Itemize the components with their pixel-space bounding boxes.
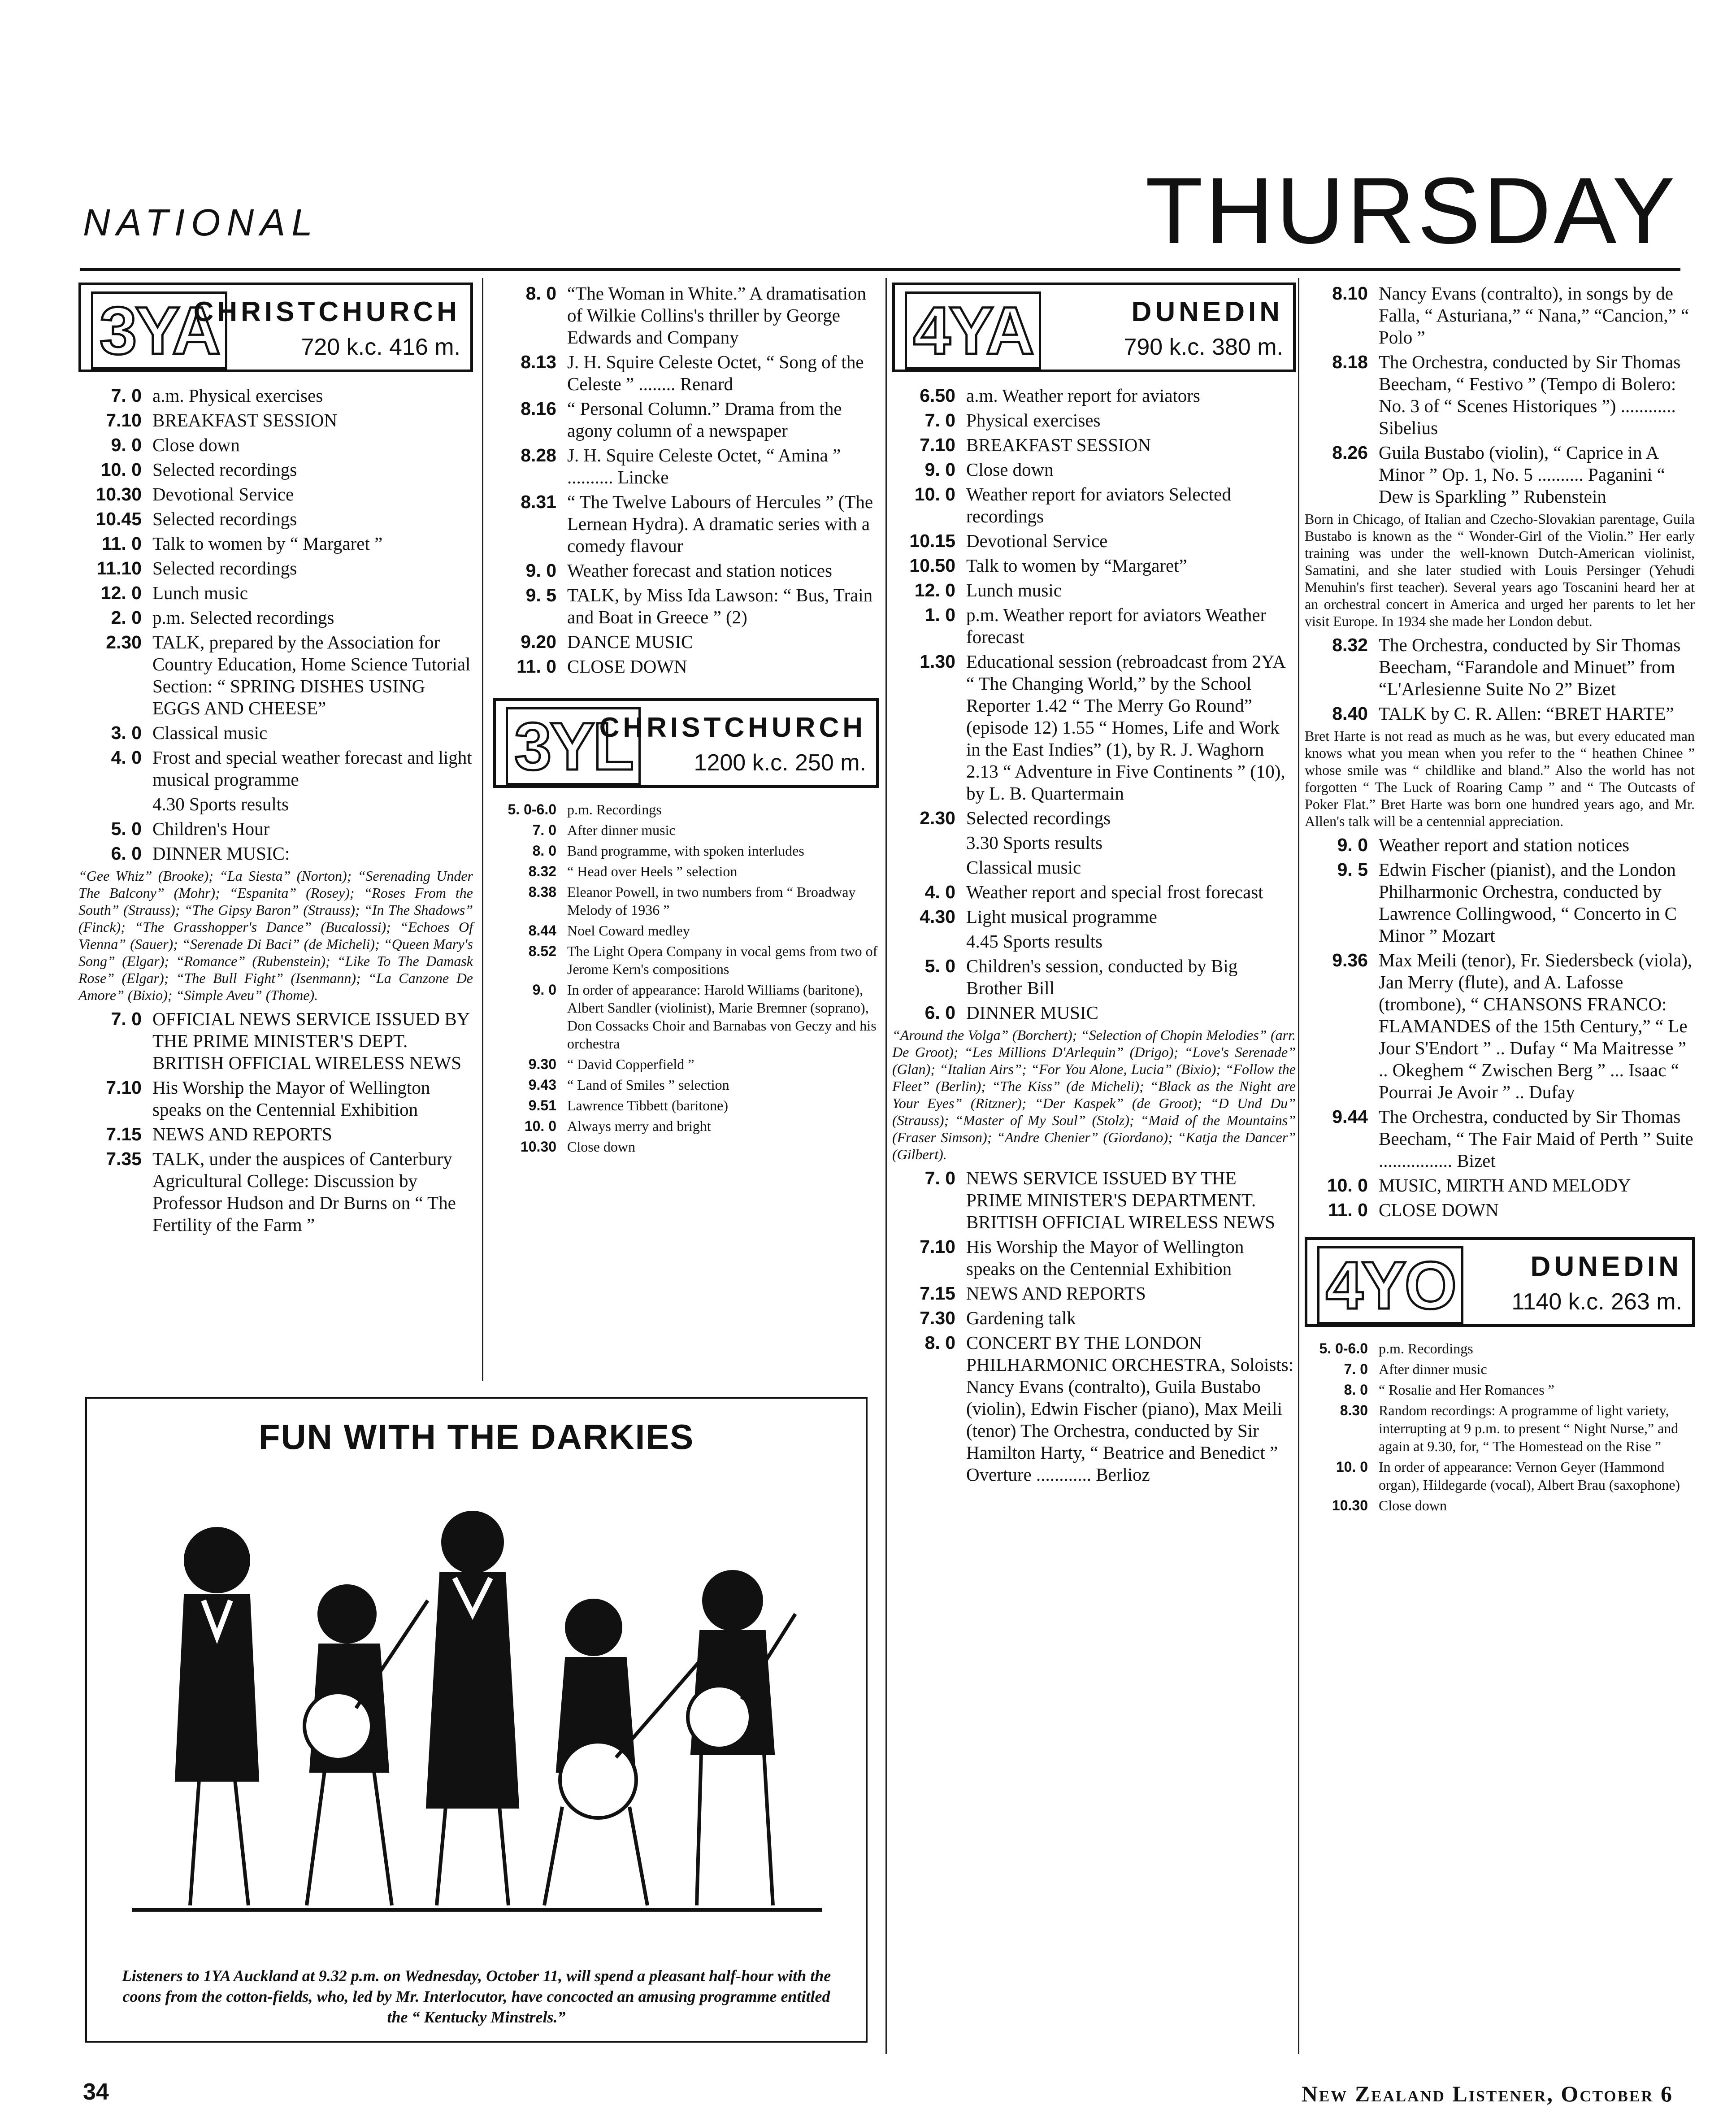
programme-description: His Worship the Mayor of Wellington speaks on the Centennial Exhibition [966, 1236, 1244, 1279]
publication-line: New Zealand Listener, October 6 [1301, 2081, 1673, 2106]
column-3ya [78, 283, 473, 1239]
programme-item [78, 843, 473, 865]
programme-description: p.m. Selected recordings [152, 607, 334, 628]
programme-description: TALK, by Miss Ida Lawson: “ Bus, Train and Boat in Greece ” (2) [567, 585, 873, 627]
programme-item [78, 1123, 473, 1145]
programme-time: 7. 0 [924, 410, 955, 430]
programme-description: Gardening talk [966, 1308, 1076, 1328]
programme-item [1305, 1174, 1695, 1196]
programme-description: Talk to women by “ Margaret ” [152, 533, 383, 554]
programme-time: 8. 0 [1344, 1382, 1368, 1398]
programme-item [892, 651, 1296, 804]
programme-description: Talk to women by “Margaret” [966, 555, 1187, 576]
programme-list [493, 283, 879, 678]
programme-description: BREAKFAST SESSION [966, 435, 1151, 455]
programme-time: 10. 0 [524, 1118, 556, 1134]
programme-list [1305, 1339, 1695, 1514]
programme-list [1305, 834, 1695, 1221]
programme-item [493, 560, 879, 582]
minstrel-figure [177, 1529, 257, 1905]
station-call-sign: 4YO [1317, 1246, 1463, 1324]
programme-time: 10.15 [909, 531, 955, 551]
programme-description: DINNER MUSIC: [152, 843, 290, 864]
programme-item [1305, 1339, 1695, 1357]
programme-description: Close down [152, 435, 240, 455]
programme-description: Devotional Service [966, 531, 1108, 551]
programme-description: J. H. Squire Celeste Octet, “ Song of the Celeste ” ........ Renard [567, 352, 864, 394]
programme-description: CLOSE DOWN [567, 656, 687, 677]
station-frequency: 790 k.c. 380 m. [1124, 334, 1283, 360]
programme-description: Always merry and bright [567, 1118, 711, 1134]
programme-time: 9.20 [521, 631, 556, 652]
programme-description: Max Meili (tenor), Fr. Siedersbeck (viola), Jan Merry (flute), and A. Lafosse (trombone), “ CHANSONS FRANCO: FLAMANDES of the 15th Century,” “ Le Jour S'Endort ” .. Dufay “ Ma Maitresse ” .. Okeghem “ Zwischen Berg ” ... Isaac “ Pourrai Je Avoir ” .. Dufay [1379, 950, 1693, 1102]
feature-caption: Listeners to 1YA Auckland at 9.32 p.m. on Wednesday, October 11, will spend a pleasant half-hour with the coons from the cotton-fields, who, led by Mr. Interlocutor, have concocted an amusing programme entitled the “ Kentucky Minstrels.” [122, 1967, 831, 2026]
programme-description: Selected recordings [152, 558, 297, 578]
programme-item [493, 1096, 879, 1114]
programme-item [493, 398, 879, 442]
minstrel-figure [304, 1586, 428, 1905]
programme-description: After dinner music [1379, 1361, 1487, 1377]
programme-list [892, 385, 1296, 1024]
programme-description: DINNER MUSIC [966, 1002, 1098, 1023]
programme-time: 5. 0-6.0 [508, 801, 556, 818]
programme-item [1305, 1360, 1695, 1378]
dinner-music-note: “Gee Whiz” (Brooke); “La Siesta” (Norton); “Serenading Under The Balcony” (Mohr); “Espanita” (Rosey); “Roses From the South” (Strauss); “The Gipsy Baron” (Strauss); “In The Shadows” (Finck); “The Grasshopper's Dance” (Bucalossi); “Echoes Of Vienna” (Sauer); “Serenade Di Baci” (de Micheli); “Queen Mary's Song” (Elgar); “Romance” (Rubenstein); “Like To The Damask Rose” (Elgar); “The Bull Fight” (Isenmann); “La Canzone De Amore” (Bixio); “Simple Aveu” (Thome). [78, 868, 473, 1003]
programme-item [892, 1167, 1296, 1233]
programme-description: DANCE MUSIC [567, 631, 694, 652]
programme-item [892, 1283, 1296, 1305]
programme-description: TALK, under the auspices of Canterbury Agricultural College: Discussion by Professor Hudson and Dr Burns on “ The Fertility of the Farm ” [152, 1148, 456, 1235]
programme-time: 10. 0 [1336, 1459, 1368, 1475]
programme-list [1305, 634, 1695, 725]
station-call-sign: 3YA [91, 291, 227, 370]
programme-item [892, 881, 1296, 903]
station-city: DUNEDIN [1530, 1251, 1682, 1282]
programme-item [892, 555, 1296, 577]
station-city: DUNEDIN [1131, 296, 1283, 327]
programme-description: “The Woman in White.” A dramatisation of Wilkie Collins's thriller by George Edwards and Company [567, 283, 866, 348]
programme-item [78, 818, 473, 840]
programme-item [892, 579, 1296, 601]
programme-item [1305, 1381, 1695, 1399]
programme-item [78, 607, 473, 629]
column-divider [885, 278, 887, 2054]
programme-time: 7.10 [106, 410, 142, 430]
programme-description: Close down [966, 459, 1054, 480]
programme-description: MUSIC, MIRTH AND MELODY [1379, 1175, 1631, 1196]
programme-item [78, 508, 473, 530]
programme-description: Guila Bustabo (violin), “ Caprice in A Minor ” Op. 1, No. 5 .......... Paganini “ Dew is Sparkling ” Rubenstein [1379, 442, 1665, 507]
programme-time: 6. 0 [924, 1002, 955, 1023]
minstrels-feature-box [85, 1397, 868, 2043]
programme-item [892, 385, 1296, 407]
station-frequency: 1200 k.c. 250 m. [694, 750, 866, 776]
programme-item [1305, 1199, 1695, 1221]
programme-time: 11. 0 [516, 656, 556, 677]
programme-time: 9.51 [528, 1097, 556, 1113]
column-3ya-evening [493, 283, 879, 1158]
programme-item [493, 800, 879, 818]
programme-time: 8.30 [1340, 1402, 1368, 1418]
programme-item [1305, 1401, 1695, 1455]
programme-description: p.m. Recordings [1379, 1340, 1473, 1357]
programme-item [892, 931, 1296, 952]
programme-time: 9. 0 [525, 560, 556, 581]
programme-time: 7. 0 [111, 385, 142, 406]
station-box-4ya [892, 283, 1296, 372]
programme-time: 7.30 [920, 1308, 955, 1328]
programme-time: 7. 0 [1344, 1361, 1368, 1377]
programme-item [493, 862, 879, 880]
programme-item [493, 981, 879, 1052]
programme-item [493, 922, 879, 939]
programme-item [78, 1148, 473, 1236]
feature-title: FUN WITH THE DARKIES [258, 1417, 694, 1457]
programme-time: 7.35 [106, 1148, 142, 1169]
programme-description: Physical exercises [966, 410, 1101, 430]
programme-item [493, 656, 879, 678]
programme-time: 4. 0 [111, 747, 142, 768]
programme-item [493, 584, 879, 628]
programme-description: His Worship the Mayor of Wellington speaks on the Centennial Exhibition [152, 1077, 430, 1120]
programme-item [78, 533, 473, 555]
programme-time: 8.10 [1332, 283, 1368, 304]
programme-list [892, 1167, 1296, 1486]
programme-time: 8.38 [528, 884, 556, 900]
programme-time: 2.30 [106, 632, 142, 652]
programme-description: Eleanor Powell, in two numbers from “ Broadway Melody of 1936 ” [567, 884, 856, 918]
programme-description: Close down [567, 1139, 635, 1155]
programme-time: 8.13 [521, 352, 556, 372]
programme-item [892, 1307, 1296, 1329]
programme-list [78, 385, 473, 865]
bret-harte-note: Bret Harte is not read as much as he was, but every educated man knows what you mean when you refer to the “ heathen Chinee ” whose smile was “ childlike and bland.” Also the world has not forgotten “ The Luck of Roaring Camp ” and “ The Outcasts of Poker Flat.” Bret Harte was born one hundred years ago, and Mr. Allen's talk will be a centennial appreciation. [1305, 728, 1695, 829]
programme-description: The Orchestra, conducted by Sir Thomas Beecham, “Farandole and Minuet” from “L'Arlesienne Suite No 2” Bizet [1379, 635, 1681, 699]
programme-item [892, 1236, 1296, 1280]
programme-item [892, 483, 1296, 527]
programme-description: The Orchestra, conducted by Sir Thomas Beecham, “ The Fair Maid of Perth ” Suite ................ Bizet [1379, 1106, 1693, 1171]
programme-time: 7.10 [920, 1236, 955, 1257]
programme-time: 8.31 [521, 491, 556, 512]
programme-item [78, 582, 473, 604]
programme-description: NEWS AND REPORTS [966, 1283, 1146, 1304]
programme-time: 9. 5 [525, 585, 556, 605]
programme-description: CLOSE DOWN [1379, 1200, 1499, 1220]
programme-time: 1. 0 [924, 604, 955, 625]
programme-item [1305, 703, 1695, 725]
programme-time: 7.15 [106, 1124, 142, 1144]
programme-time: 5. 0 [924, 956, 955, 976]
minstrel-figure [544, 1600, 706, 1905]
programme-description: a.m. Weather report for aviators [966, 385, 1200, 406]
station-frequency: 720 k.c. 416 m. [301, 334, 460, 360]
programme-item [892, 459, 1296, 481]
programme-description: The Light Opera Company in vocal gems from two of Jerome Kern's compositions [567, 943, 878, 977]
programme-description: a.m. Physical exercises [152, 385, 323, 406]
programme-list [493, 800, 879, 1156]
programme-item [892, 604, 1296, 648]
programme-description: Selected recordings [152, 509, 297, 529]
programme-item [493, 1138, 879, 1156]
programme-item [78, 631, 473, 719]
programme-time: 9. 0 [111, 435, 142, 455]
programme-item [892, 1332, 1296, 1486]
programme-item [78, 722, 473, 744]
programme-time: 1.30 [920, 651, 955, 672]
programme-time: 10.30 [95, 484, 142, 504]
programme-description: Lunch music [966, 580, 1062, 600]
programme-description: Edwin Fischer (pianist), and the London Philharmonic Orchestra, conducted by Lawrence Collingwood, “ Concerto in C Minor ” Mozart [1379, 859, 1677, 946]
programme-time: 8.40 [1332, 703, 1368, 724]
programme-item [78, 459, 473, 481]
programme-time: 9.44 [1332, 1106, 1368, 1127]
programme-item [1305, 859, 1695, 947]
programme-description: Weather report and station notices [1379, 835, 1630, 855]
programme-description: Light musical programme [966, 906, 1157, 927]
programme-time: 10.50 [909, 555, 955, 576]
programme-item [493, 842, 879, 860]
programme-item [78, 409, 473, 431]
programme-time: 9. 0 [532, 982, 556, 998]
station-box-3ya [78, 283, 473, 372]
programme-description: 3.30 Sports results [966, 832, 1103, 853]
programme-description: Close down [1379, 1497, 1447, 1513]
programme-time: 9. 5 [1337, 859, 1368, 880]
header-rule [80, 268, 1680, 271]
programme-time: 4. 0 [924, 882, 955, 902]
programme-item [78, 1008, 473, 1074]
programme-description: NEWS SERVICE ISSUED BY THE PRIME MINISTER'S DEPARTMENT. BRITISH OFFICIAL WIRELESS NEWS [966, 1168, 1276, 1232]
programme-item [493, 821, 879, 839]
station-frequency: 1140 k.c. 263 m. [1511, 1289, 1682, 1315]
programme-description: TALK by C. R. Allen: “BRET HARTE” [1379, 703, 1674, 724]
programme-item [493, 444, 879, 488]
column-4ya-evening [1305, 283, 1695, 1517]
programme-time: 10.30 [1332, 1497, 1368, 1513]
programme-item [78, 434, 473, 456]
programme-description: p.m. Recordings [567, 801, 662, 818]
programme-time: 6. 0 [111, 843, 142, 864]
programme-item [493, 942, 879, 978]
programme-time: 11. 0 [1328, 1200, 1368, 1220]
programme-description: Frost and special weather forecast and light musical programme [152, 747, 472, 790]
programme-time: 7. 0 [532, 822, 556, 838]
programme-item [892, 955, 1296, 999]
programme-time: 12. 0 [914, 580, 955, 600]
programme-time: 9.36 [1332, 950, 1368, 970]
station-box-3yl [493, 698, 879, 788]
programme-item [78, 1077, 473, 1121]
programme-item [1305, 834, 1695, 856]
programme-item [493, 283, 879, 348]
programme-time [78, 793, 152, 815]
programme-description: Children's Hour [152, 818, 270, 839]
programme-description: “ Head over Heels ” selection [567, 863, 738, 879]
programme-description: OFFICIAL NEWS SERVICE ISSUED BY THE PRIME MINISTER'S DEPT. BRITISH OFFICIAL WIRELESS NEWS [152, 1009, 469, 1073]
programme-time: 10. 0 [1327, 1175, 1368, 1196]
programme-description: Devotional Service [152, 484, 294, 504]
programme-time: 2. 0 [111, 607, 142, 628]
programme-time: 9.43 [528, 1077, 556, 1093]
programme-item [1305, 1496, 1695, 1514]
programme-item [78, 747, 473, 791]
programme-time: 8. 0 [525, 283, 556, 304]
programme-description: Weather report for aviators Selected recordings [966, 484, 1231, 526]
programme-item [892, 832, 1296, 854]
programme-description: p.m. Weather report for aviators Weather forecast [966, 604, 1267, 647]
programme-time: 8.32 [1332, 635, 1368, 655]
programme-item [1305, 351, 1695, 439]
programme-item [892, 1002, 1296, 1024]
programme-time [892, 832, 966, 854]
programme-item [78, 483, 473, 505]
programme-description: Classical music [152, 722, 268, 743]
programme-time: 8. 0 [924, 1332, 955, 1353]
dinner-music-note: “Around the Volga” (Borchert); “Selection of Chopin Melodies” (arr. De Groot); “Les Millions D'Arlequin” (Drigo); “Love's Serenade” (Glan); “Italian Airs”; “For You Alone, Lucia” (Bixio); “Follow the Fleet” (Berlin); “The Kiss” (de Micheli); “Black as the Night are Your Eyes” (Ritzner); “Der Kaspek” (de Groot); “D Und Du” (Strauss); “Master of My Soul” (Stolz); “Maid of the Mountains” (Fraser Simson); “Andre Chenier” (Giordano); “Katja the Dancer” (Gilbert). [892, 1027, 1296, 1162]
programme-time: 9. 0 [924, 459, 955, 480]
programme-item [892, 434, 1296, 456]
column-divider [482, 278, 483, 1381]
station-call-sign: 4YA [905, 291, 1041, 370]
programme-time: 8.18 [1332, 352, 1368, 372]
programme-item [1305, 283, 1695, 348]
programme-item [493, 491, 879, 557]
programme-time: 10. 0 [914, 484, 955, 504]
programme-description: The Orchestra, conducted by Sir Thomas Beecham, “ Festivo ” (Tempo di Bolero: No. 3 of “ Scenes Historiques ”) ............ Sibelius [1379, 352, 1681, 438]
programme-item [1305, 442, 1695, 508]
programme-description: Lunch music [152, 583, 248, 603]
programme-description: “ The Twelve Labours of Hercules ” (The Lernean Hydra). A dramatic series with a comedy flavour [567, 491, 873, 556]
programme-time: 12. 0 [100, 583, 142, 603]
station-box-4yo [1305, 1237, 1695, 1327]
page-number: 34 [83, 2079, 109, 2105]
programme-description: Selected recordings [152, 459, 297, 480]
programme-item [892, 857, 1296, 878]
programme-description: 4.30 Sports results [152, 794, 289, 814]
programme-time: 10. 0 [100, 459, 142, 480]
minstrel-figure [428, 1513, 517, 1905]
programme-item [493, 883, 879, 919]
programme-item [493, 351, 879, 395]
programme-time: 8. 0 [532, 843, 556, 859]
programme-description: Classical music [966, 857, 1081, 878]
programme-description: Nancy Evans (contralto), in songs by de Falla, “ Asturiana,” “ Nana,” “Cancion,” “ Polo ” [1379, 283, 1689, 348]
programme-description: “ Land of Smiles ” selection [567, 1077, 729, 1093]
minstrels-illustration [114, 1466, 842, 1928]
programme-time [892, 857, 966, 878]
programme-time: 5. 0 [111, 818, 142, 839]
programme-description: Weather report and special frost forecast [966, 882, 1263, 902]
programme-time: 4.30 [920, 906, 955, 927]
programme-description: In order of appearance: Vernon Geyer (Hammond organ), Hildegarde (vocal), Albert Brau (saxophone) [1379, 1459, 1680, 1493]
programme-description: Selected recordings [966, 808, 1111, 828]
programme-description: NEWS AND REPORTS [152, 1124, 332, 1144]
programme-item [493, 1076, 879, 1094]
programme-time: 9. 0 [1337, 835, 1368, 855]
programme-list [78, 1008, 473, 1236]
programme-description: Children's session, conducted by Big Brother Bill [966, 956, 1238, 998]
column-4ya [892, 283, 1296, 1488]
programme-item [78, 793, 473, 815]
programme-item [1305, 634, 1695, 700]
programme-description: Band programme, with spoken interludes [567, 843, 804, 859]
programme-item [1305, 1106, 1695, 1172]
programme-description: J. H. Squire Celeste Octet, “ Amina ” .......... Lincke [567, 445, 841, 487]
programme-description: Random recordings: A programme of light variety, interrupting at 9 p.m. to present “ Night Nurse,” and again at 9.30, for, “ The Homestead on the Rise ” [1379, 1402, 1679, 1454]
programme-time: 8.44 [528, 922, 556, 939]
programme-time: 7.10 [106, 1077, 142, 1098]
programme-time: 10.30 [520, 1139, 556, 1155]
programme-time: 10.45 [95, 509, 142, 529]
programme-time: 11.10 [96, 558, 142, 578]
programme-description: Noel Coward medley [567, 922, 690, 939]
programme-time: 8.32 [528, 863, 556, 879]
programme-item [493, 1055, 879, 1073]
programme-description: “ Personal Column.” Drama from the agony column of a newspaper [567, 398, 842, 441]
station-city: CHRISTCHURCH [599, 712, 866, 743]
programme-description: Weather forecast and station notices [567, 560, 832, 581]
programme-item [78, 557, 473, 579]
programme-description: Educational session (rebroadcast from 2YA “ The Changing World,” by the School Reporter 1.42 “ The Merry Go Round” (episode 12) 1.55 “ Homes, Life and Work in the East Indies” (1), by R. J. Waghorn 2.13 “ Adventure in Five Continents ” (10), by L. B. Quartermain [966, 651, 1285, 804]
programme-time: 8.52 [528, 943, 556, 959]
bustabo-note: Born in Chicago, of Italian and Czecho-Slovakian parentage, Guila Bustabo is known as the “ Wonder-Girl of the Violin.” Her early training was under the well-known Dutch-American violinist, Samatini, and she later studied with Louis Persinger (Yehudi Menuhin's first teacher). Several years ago Toscanini heard her at an orchestral concert in America and urged her parents to let her visit Europe. In 1934 she made her London debut. [1305, 511, 1695, 629]
programme-time: 8.28 [521, 445, 556, 465]
minstrel-figure [688, 1572, 795, 1905]
section-label: NATIONAL [83, 201, 319, 244]
programme-time: 8.16 [521, 398, 556, 419]
programme-item [493, 1117, 879, 1135]
programme-time: 6.50 [920, 385, 955, 406]
programme-time: 9.30 [528, 1056, 556, 1072]
programme-time: 7.15 [920, 1283, 955, 1304]
programme-list [1305, 283, 1695, 508]
programme-item [493, 631, 879, 653]
day-title: THURSDAY [1145, 158, 1678, 263]
programme-description: TALK, prepared by the Association for Country Education, Home Science Tutorial Section: “ SPRING DISHES USING EGGS AND CHEESE” [152, 632, 471, 718]
programme-time: 7.10 [920, 435, 955, 455]
programme-description: BREAKFAST SESSION [152, 410, 338, 430]
programme-description: Lawrence Tibbett (baritone) [567, 1097, 728, 1113]
programme-item [892, 906, 1296, 928]
programme-item [892, 530, 1296, 552]
station-call-sign: 3YL [506, 707, 641, 785]
programme-description: CONCERT BY THE LONDON PHILHARMONIC ORCHESTRA, Soloists: Nancy Evans (contralto), Guila Bustabo (violin), Edwin Fischer (piano), Max Meili (tenor) The Orchestra, conducted by Sir Hamilton Harty, “ Beatrice and Benedict ” Overture ............ Berlioz [966, 1332, 1294, 1485]
station-city: CHRISTCHURCH [193, 296, 460, 327]
programme-time: 2.30 [920, 808, 955, 828]
programme-time: 5. 0-6.0 [1319, 1340, 1368, 1357]
programme-description: “ Rosalie and Her Romances ” [1379, 1382, 1554, 1398]
programme-time: 11. 0 [102, 533, 142, 554]
programme-time: 7. 0 [924, 1168, 955, 1188]
programme-description: “ David Copperfield ” [567, 1056, 694, 1072]
programme-item [892, 807, 1296, 829]
programme-description: After dinner music [567, 822, 676, 838]
programme-item [1305, 1458, 1695, 1494]
programme-time: 3. 0 [111, 722, 142, 743]
programme-item [892, 409, 1296, 431]
programme-item [78, 385, 473, 407]
programme-time: 8.26 [1332, 442, 1368, 463]
programme-time [892, 931, 966, 952]
programme-description: In order of appearance: Harold Williams (baritone), Albert Sandler (violinist), Marie Bremner (soprano), Don Cossacks Choir and Barnabas von Geczy and his orchestra [567, 982, 877, 1052]
column-divider [1298, 278, 1299, 2054]
programme-item [1305, 949, 1695, 1103]
programme-time: 7. 0 [111, 1009, 142, 1029]
programme-description: 4.45 Sports results [966, 931, 1103, 952]
